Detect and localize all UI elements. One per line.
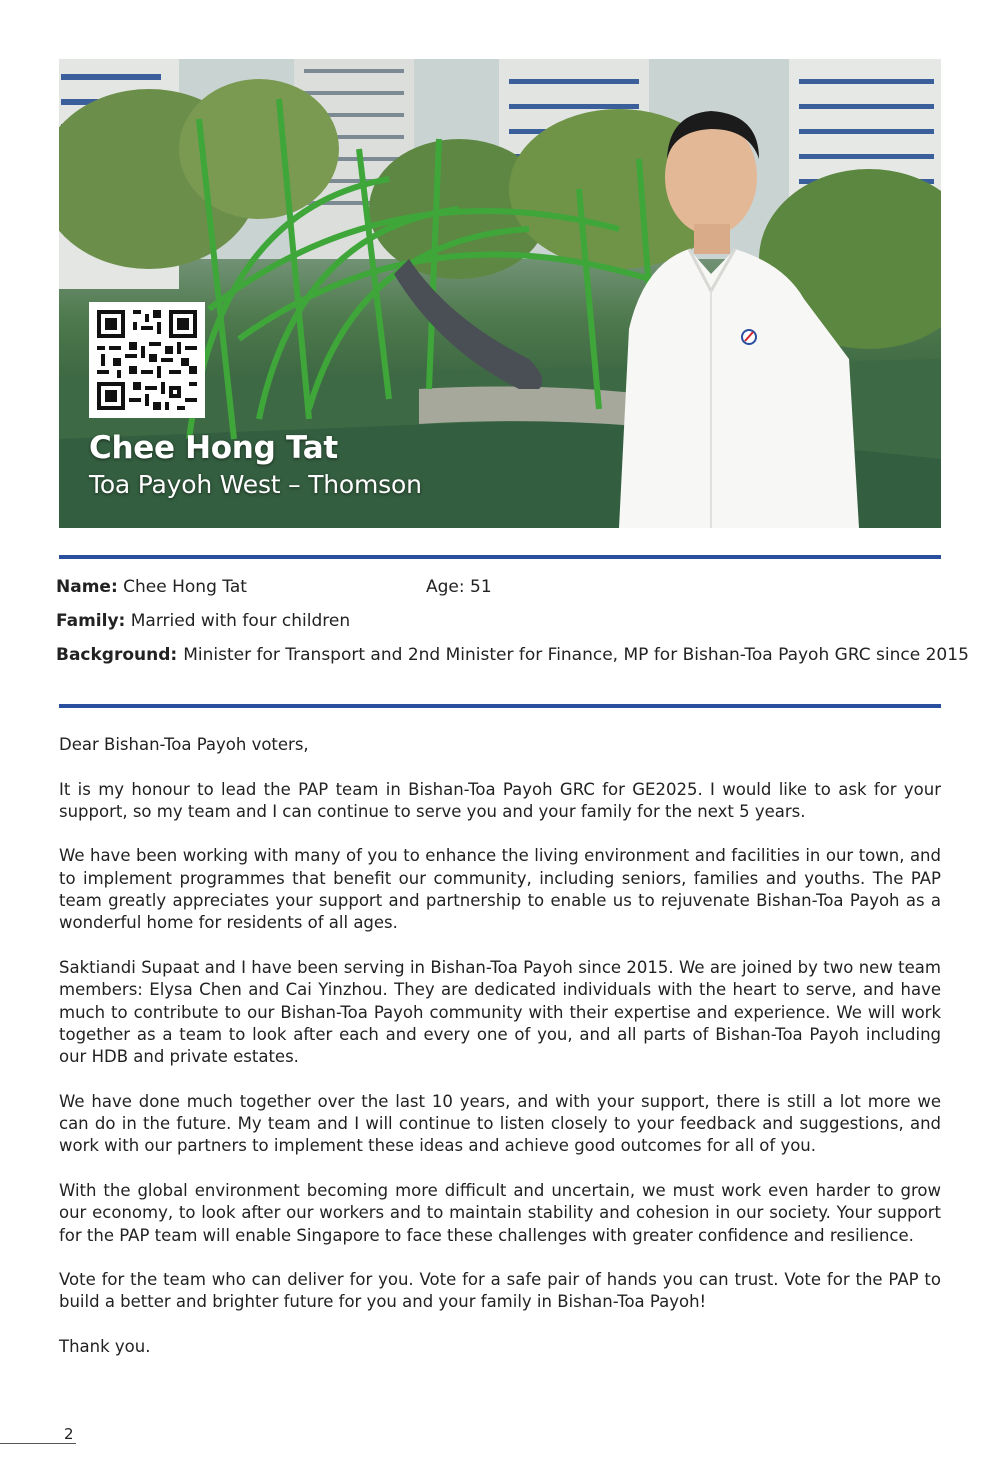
profile-family-row: [56, 610, 350, 632]
family-value: Married with four children: [130, 611, 351, 631]
letter-paragraph: Vote for the team who can deliver for you. Vote for a safe pair of hands you can trust. Vote for the PAP to build a better and brighter future for you and your family in Bishan-Toa Payoh!: [59, 1270, 941, 1312]
qr-code-icon[interactable]: [89, 302, 205, 418]
constituency-heading: Toa Payoh West – Thomson: [89, 470, 422, 499]
name-value: Chee Hong Tat: [123, 577, 247, 597]
letter-paragraph: We have been working with many of you to enhance the living environment and facilities in our town, and to implement programmes that benefit our community, including seniors, families and youths. The PAP team greatly appreciates your support and partnership to enable us to rejuvenate Bishan-Toa Payoh as a wonderful home for residents of all ages.: [59, 846, 941, 933]
divider-top: [59, 555, 941, 559]
letter-body: [59, 734, 941, 1381]
background-value: Minister for Transport and 2nd Minister for Finance, MP for Bishan-Toa Payoh GRC since 2015: [183, 645, 969, 665]
letter-paragraph: With the global environment becoming more difficult and uncertain, we must work even harder to grow our economy, to look after our workers and to maintain stability and cohesion in our society. Your support for the PAP team will enable Singapore to face these challenges with greater confidence and resilience.: [59, 1180, 941, 1245]
profile-age: Age: 51: [426, 577, 492, 597]
profile-background-row: [56, 644, 969, 666]
letter-paragraph: We have done much together over the last 10 years, and with your support, there is still a lot more we can do in the future. My team and I will continue to listen closely to your feedback and suggestions, and work with our partners to implement these ideas and achieve good outcomes for all of you.: [59, 1091, 941, 1156]
letter-closing: Thank you.: [59, 1337, 151, 1357]
letter-salutation: Dear Bishan-Toa Payoh voters,: [59, 735, 309, 754]
letter-paragraph: It is my honour to lead the PAP team in Bishan-Toa Payoh GRC for GE2025. I would like to ask for your support, so my team and I can continue to serve you and your family for the next 5 years.: [59, 779, 941, 821]
divider-bottom: [59, 704, 941, 708]
page-number: 2: [64, 1425, 74, 1443]
background-label: Background:: [56, 645, 178, 665]
footer-rule: [0, 1443, 76, 1444]
family-label: Family:: [56, 611, 126, 631]
letter-paragraph: Saktiandi Supaat and I have been serving in Bishan-Toa Payoh since 2015. We are joined by two new team members: Elysa Chen and Cai Yinzhou. They are dedicated individuals with the heart to serve, and have much to contribute to our Bishan-Toa Payoh community with their expertise and experience. We will work together as a team to look after each and every one of you, and all parts of Bishan-Toa Payoh including our HDB and private estates.: [59, 957, 941, 1067]
hero-photo: [59, 59, 941, 528]
candidate-name-heading: Chee Hong Tat: [89, 430, 338, 466]
name-label: Name:: [56, 577, 118, 597]
profile-name-row: [56, 576, 247, 598]
